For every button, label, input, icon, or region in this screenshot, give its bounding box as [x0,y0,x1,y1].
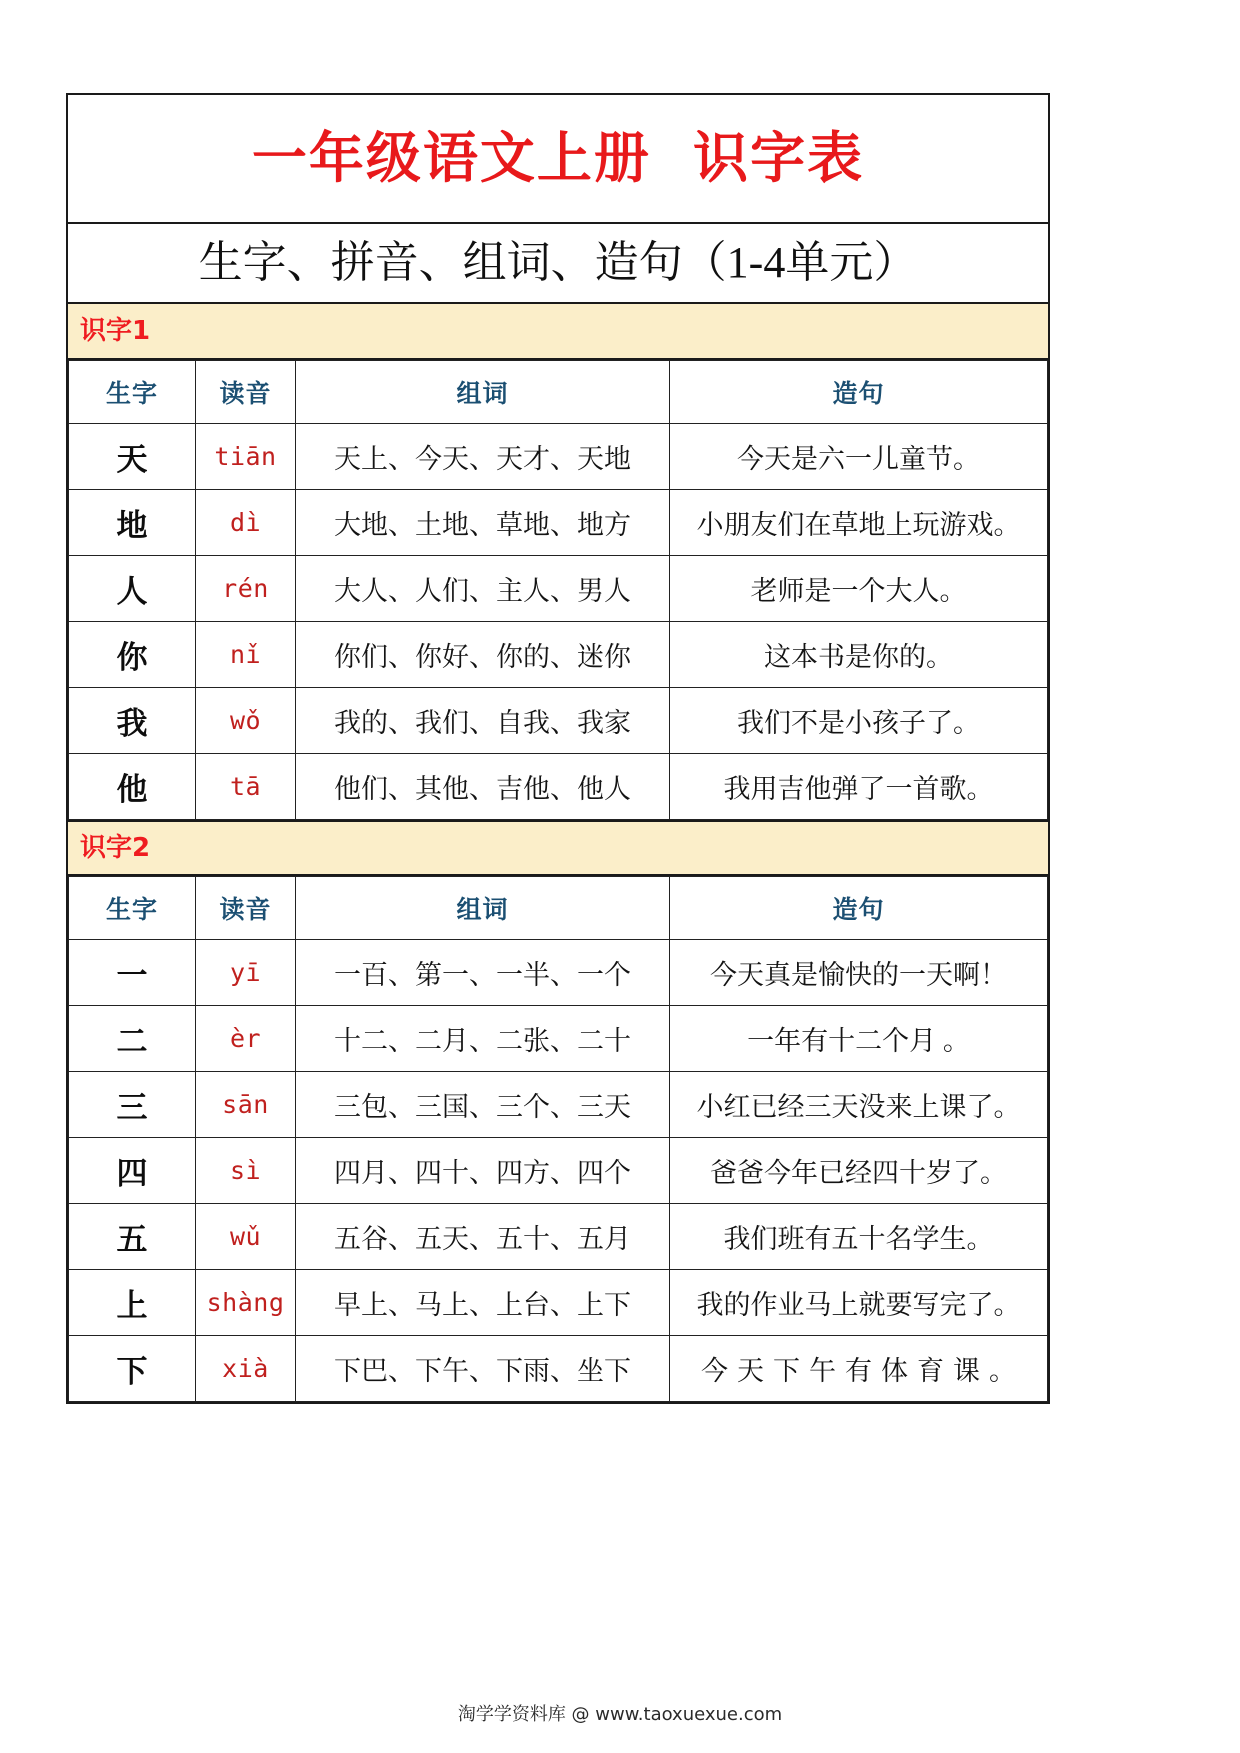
cell-pinyin: dì [196,490,296,556]
table-row [69,754,1048,820]
section-label-2: 识字2 [80,833,151,863]
cell-char: 三 [69,1072,196,1138]
cell-char: 我 [69,688,196,754]
cell-pinyin: èr [196,1006,296,1072]
cell-words: 五谷、五天、五十、五月 [296,1204,670,1270]
cell-words: 三包、三国、三个、三天 [296,1072,670,1138]
cell-sentence: 老师是一个大人。 [670,556,1048,622]
column-header-char: 生字 [69,877,196,940]
cell-char: 一 [69,940,196,1006]
cell-char: 下 [69,1336,196,1402]
cell-pinyin: sì [196,1138,296,1204]
cell-sentence: 今天是六一儿童节。 [670,424,1048,490]
cell-pinyin: rén [196,556,296,622]
table-header-row [69,877,1048,940]
column-header-words: 组词 [296,877,670,940]
cell-pinyin: tā [196,754,296,820]
cell-sentence: 我们不是小孩子了。 [670,688,1048,754]
cell-words: 下巴、下午、下雨、坐下 [296,1336,670,1402]
table-row [69,1072,1048,1138]
cell-sentence: 小朋友们在草地上玩游戏。 [670,490,1048,556]
table-row [69,1270,1048,1336]
footer [0,1700,1240,1726]
cell-sentence: 我的作业马上就要写完了。 [670,1270,1048,1336]
cell-words: 大地、土地、草地、地方 [296,490,670,556]
cell-sentence: 一年有十二个月 。 [670,1006,1048,1072]
column-header-words: 组词 [296,361,670,424]
cell-words: 你们、你好、你的、迷你 [296,622,670,688]
cell-sentence: 我用吉他弹了一首歌。 [670,754,1048,820]
table-row [69,1006,1048,1072]
cell-sentence: 小红已经三天没来上课了。 [670,1072,1048,1138]
section-label-1: 识字1 [80,316,151,346]
cell-words: 四月、四十、四方、四个 [296,1138,670,1204]
cell-char: 人 [69,556,196,622]
table-row [69,1138,1048,1204]
cell-pinyin: shàng [196,1270,296,1336]
subtitle-row [68,224,1048,304]
cell-char: 上 [69,1270,196,1336]
cell-char: 四 [69,1138,196,1204]
cell-sentence: 今天下午有体育课。 [670,1336,1048,1402]
cell-words: 早上、马上、上台、上下 [296,1270,670,1336]
column-header-sentence: 造句 [670,877,1048,940]
cell-words: 天上、今天、天才、天地 [296,424,670,490]
table-row [69,1204,1048,1270]
watermark-text: 淘学学资料库 @ www.taoxuexue.com [457,1704,783,1725]
cell-words: 十二、二月、二张、二十 [296,1006,670,1072]
cell-char: 天 [69,424,196,490]
section-banner-2 [68,820,1048,876]
vocabulary-table-2 [68,876,1048,1402]
table-row [69,1336,1048,1402]
table-row [69,490,1048,556]
cell-pinyin: sān [196,1072,296,1138]
table-row [69,424,1048,490]
table-row [69,940,1048,1006]
cell-char: 二 [69,1006,196,1072]
cell-words: 大人、人们、主人、男人 [296,556,670,622]
cell-pinyin: tiān [196,424,296,490]
cell-sentence: 这本书是你的。 [670,622,1048,688]
cell-words: 一百、第一、一半、一个 [296,940,670,1006]
cell-pinyin: nǐ [196,622,296,688]
cell-sentence: 爸爸今年已经四十岁了。 [670,1138,1048,1204]
column-header-pinyin: 读音 [196,361,296,424]
column-header-sentence: 造句 [670,361,1048,424]
table-row [69,622,1048,688]
column-header-char: 生字 [69,361,196,424]
cell-char: 你 [69,622,196,688]
section-banner-1 [68,304,1048,360]
page-title: 一年级语文上册 识字表 [251,126,865,190]
cell-words: 他们、其他、吉他、他人 [296,754,670,820]
cell-pinyin: wǒ [196,688,296,754]
cell-pinyin: wǔ [196,1204,296,1270]
table-header-row [69,361,1048,424]
table-row [69,688,1048,754]
cell-pinyin: yī [196,940,296,1006]
cell-char: 地 [69,490,196,556]
table-row [69,556,1048,622]
vocabulary-sheet [66,93,1050,1404]
cell-char: 五 [69,1204,196,1270]
cell-words: 我的、我们、自我、我家 [296,688,670,754]
column-header-pinyin: 读音 [196,877,296,940]
title-row [68,95,1048,224]
vocabulary-table-1 [68,360,1048,820]
cell-char: 他 [69,754,196,820]
cell-sentence: 我们班有五十名学生。 [670,1204,1048,1270]
cell-sentence: 今天真是愉快的一天啊！ [670,940,1048,1006]
cell-pinyin: xià [196,1336,296,1402]
page-subtitle: 生字、拼音、组词、造句（1-4单元） [198,238,918,287]
